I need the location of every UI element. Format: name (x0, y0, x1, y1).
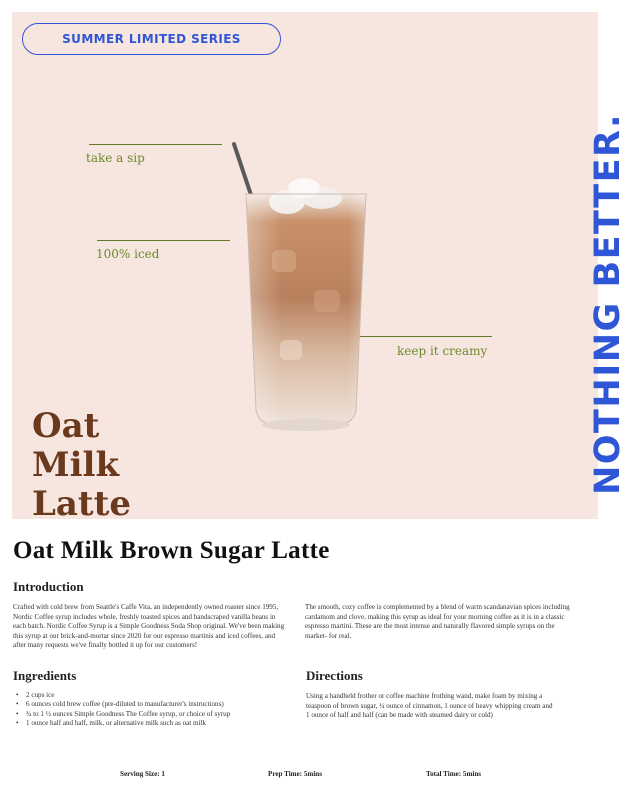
intro-paragraph-left: Crafted with cold brew from Seattle's Caffe Vita, an independently owned roaster since 1995, Nordic Coffee syrup includes whole, freshly toasted spices and handscraped vanilla beans in each batch. Nordic Coffee Syrup is a Simple Goodness Soda Shop original. We've been making this syrup at our brick-and-mortar since 2020 for our espresso martinis and iced coffees, and after many requests we've finally bottled it up for our customers! (13, 603, 285, 650)
callout-line-sip (89, 144, 222, 145)
callout-iced: 100% iced (96, 247, 160, 261)
prep-time: Prep Time: 5mins (268, 770, 322, 778)
list-item: • 6 ounces cold brew coffee (pre-diluted to manufacturer's instructions) (16, 700, 296, 709)
list-item: • 1 ounce half and half, milk, or alternative milk such as oat milk (16, 719, 296, 728)
ingredients-heading: Ingredients (13, 668, 77, 683)
hero-title-line: Oat (32, 406, 100, 446)
hero-title (32, 407, 131, 524)
list-item: • 2 cups ice (16, 691, 296, 700)
total-time: Total Time: 5mins (426, 770, 482, 778)
directions-heading: Directions (306, 668, 363, 683)
callout-sip: take a sip (86, 151, 145, 165)
recipe-title: Oat Milk Brown Sugar Latte (13, 537, 330, 564)
serving-size: Serving Size: 1 (120, 770, 165, 778)
hero-banner (12, 12, 598, 524)
intro-paragraph-right: The smooth, cozy coffee is complemented by a blend of warm scandanavian spices including cardamom and clove, making this syrup as ideal for your morning coffee as it is in a classic espresso martini. These are the most intense and naturally flavored simple syrups on the market- for real. (305, 603, 570, 640)
vertical-tagline: NOTHING BETTER. (588, 113, 628, 495)
series-badge: SUMMER LIMITED SERIES (22, 23, 281, 55)
hero-title-line: Latte (32, 484, 131, 524)
directions-paragraph: Using a handheld frother or coffee machine frothing wand, make foam by mixing a teaspoon of brown sugar, ¼ ounce of cinnamon, 1 ounce of heavy whipping cream and 1 ounce of half and half (can be made with steamed dairy or cold) (306, 692, 553, 720)
callout-creamy: keep it creamy (397, 344, 488, 358)
ingredients-list (16, 691, 296, 729)
hero-title-line: Milk (32, 445, 120, 485)
iced-latte-illustration (232, 140, 380, 435)
introduction-heading: Introduction (13, 579, 84, 594)
list-item: • ¾ to 1 ½ ounces Simple Goodness The Coffee syrup, or choice of syrup (16, 710, 296, 719)
callout-line-iced (97, 240, 230, 241)
